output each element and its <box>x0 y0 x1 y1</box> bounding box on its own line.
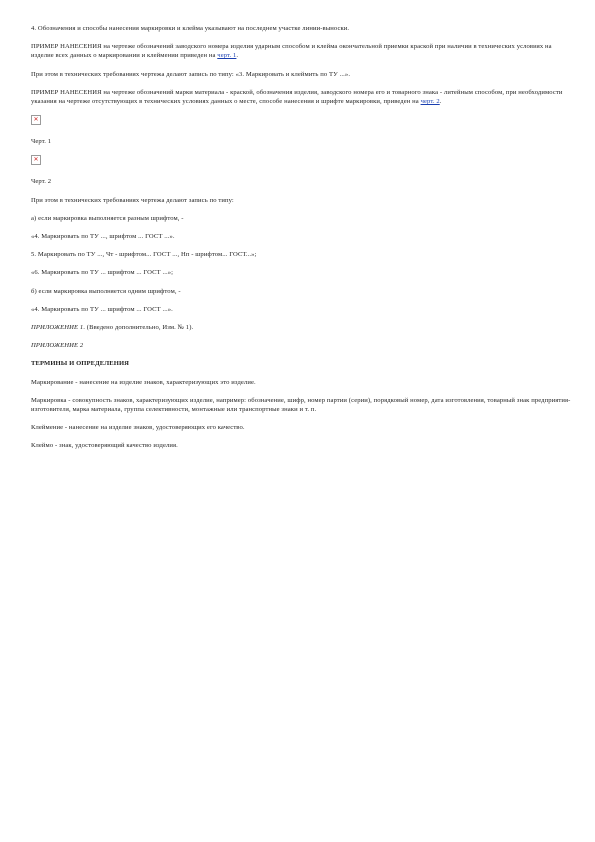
quote-marking-4b: «4. Маркировать по ТУ ... шрифтом ... ГОСТ ...». <box>31 305 173 313</box>
paragraph-example-1 <box>31 42 571 60</box>
paragraph-example-1-end: . <box>236 52 239 60</box>
chart-2-caption: Черт. 2 <box>31 178 52 186</box>
chart-2-link[interactable]: черт. 2 <box>420 98 440 106</box>
appendix-1-note: . (Введено дополнительно, Изм. № 1). <box>83 324 194 332</box>
appendix-2-label: ПРИЛОЖЕНИЕ 2 <box>31 342 84 350</box>
chart-1-caption: Черт. 1 <box>31 138 52 146</box>
chart-1-link[interactable]: черт. 1 <box>217 52 237 60</box>
term-stamp: Клеймо - знак, удостоверяющий качество изделия. <box>31 442 178 450</box>
paragraph-example-2-text: ПРИМЕР НАНЕСЕНИЯ на чертеже обозначений марки материала - краской, обозначения изделия, заводского номера его и товарного знака - литейным способом, при необходимости указания на чертеже отсутствующих в технических условиях данных о месте, способе нанесения и шрифте маркировки, приведен на <box>31 88 563 106</box>
paragraph-requirement-2: При этом в технических требованиях чертежа делают запись по типу: <box>31 196 234 204</box>
paragraph-example-2-end: . <box>439 98 442 106</box>
document-body <box>31 24 571 460</box>
quote-marking-6: «6. Маркировать по ТУ ... шрифтом ... ГОСТ ...»; <box>31 269 174 277</box>
appendix-1-label: ПРИЛОЖЕНИЕ 1 <box>31 324 84 332</box>
term-marking: Маркировка - совокупность знаков, характеризующих изделие, например: обозначение, шифр, номер партии (серии), порядковый номер, дата изготовления, товарный знак предприятия-изготовителя, марка материала, группа селективности, монтажные или транспортные знаки и т. п. <box>31 396 571 414</box>
appendix-1-line <box>31 323 571 332</box>
quote-marking-5: 5. Маркировать по ТУ ..., Чт - шрифтом... ГОСТ ..., Нп - шрифтом... ГОСТ...»; <box>31 251 257 259</box>
paragraph-example-1-text: ПРИМЕР НАНЕСЕНИЯ на чертеже обозначений заводского номера изделия ударным способом и клейма окончательной приемки краской при наличии в технических условиях на изделие всех данных о маркировании и клеймении приведен на <box>31 43 552 60</box>
quote-marking-4: «4. Маркировать по ТУ ..., шрифтом ... ГОСТ ...». <box>31 233 175 241</box>
term-stamping: Клеймение - нанесение на изделие знаков, удостоверяющих его качество. <box>31 424 245 432</box>
list-item-b: б) если маркировка выполняется одним шрифтом, - <box>31 287 181 295</box>
paragraph-example-2 <box>31 88 571 106</box>
paragraph-designations: 4. Обозначения и способы нанесения маркировки и клейма указывают на последнем участке линии-выноски. <box>31 25 350 32</box>
term-marking-process: Маркирование - нанесение на изделие знаков, характеризующих это изделие. <box>31 378 256 386</box>
broken-image-icon: ✕ <box>31 155 41 165</box>
list-item-a: а) если маркировка выполняется разным шрифтом, - <box>31 214 184 222</box>
terms-heading: ТЕРМИНЫ И ОПРЕДЕЛЕНИЯ <box>31 360 130 368</box>
broken-image-icon: ✕ <box>31 115 41 125</box>
paragraph-requirement-1: При этом в технических требованиях чертежа делают запись по типу: «3. Маркировать и клеймить по ТУ ...». <box>31 70 351 78</box>
